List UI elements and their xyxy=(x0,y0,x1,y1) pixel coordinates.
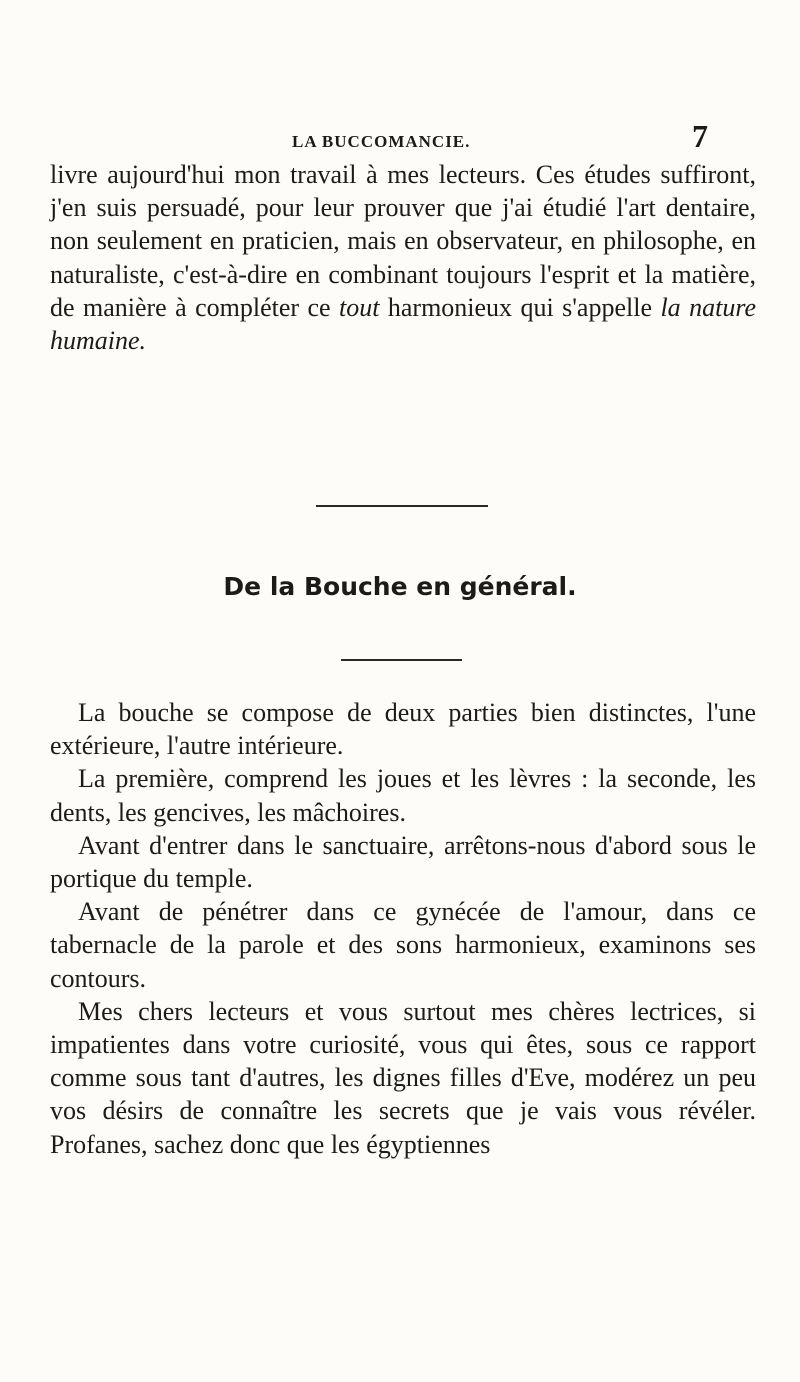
intro-paragraph xyxy=(50,158,756,357)
section-paragraph: La bouche se compose de deux parties bien distinctes, l'une extérieure, l'autre intérieure. xyxy=(50,698,756,761)
section-title: De la Bouche en général. xyxy=(223,572,577,601)
section-paragraph: Mes chers lecteurs et vous surtout mes chères lectrices, si impatientes dans votre curiosité, vous qui êtes, sous ce rapport comme sous tant d'autres, les dignes filles d'Eve, modérez un peu vos désirs de connaître les secrets que je vais vous révéler. Profanes, sachez donc que les égyptiennes xyxy=(50,996,756,1159)
section-rule-bottom xyxy=(341,659,462,661)
page-number: 7 xyxy=(692,118,708,154)
intro-text-before: livre aujourd'hui mon travail à mes lecteurs. Ces études suffiront, j'en suis persuadé, pour leur prouver que j'ai étudié l'art dentaire, non seulement en praticien, mais en observateur, en philosophe, en naturaliste, c'est-à-dire en combinant toujours l'esprit et la matière, de manière à compléter ce xyxy=(50,160,756,322)
intro-text xyxy=(50,158,756,357)
section-paragraph: La première, comprend les joues et les lèvres : la seconde, les dents, les gencives, les mâchoires. xyxy=(50,764,756,827)
section-body xyxy=(50,696,756,1161)
intro-text-middle: harmonieux qui s'appelle xyxy=(379,292,661,322)
running-head: LA BUCCOMANCIE. xyxy=(292,132,471,151)
section-paragraph: Avant de pénétrer dans ce gynécée de l'amour, dans ce tabernacle de la parole et des sons harmonieux, examinons ses contours. xyxy=(50,897,756,993)
intro-emphasis-tout: tout xyxy=(338,292,380,322)
section-paragraph: Avant d'entrer dans le sanctuaire, arrêtons-nous d'abord sous le portique du temple. xyxy=(50,830,756,894)
section-rule-top xyxy=(316,505,488,507)
intro-emphasis-nature-humaine: la nature humaine. xyxy=(50,292,757,356)
